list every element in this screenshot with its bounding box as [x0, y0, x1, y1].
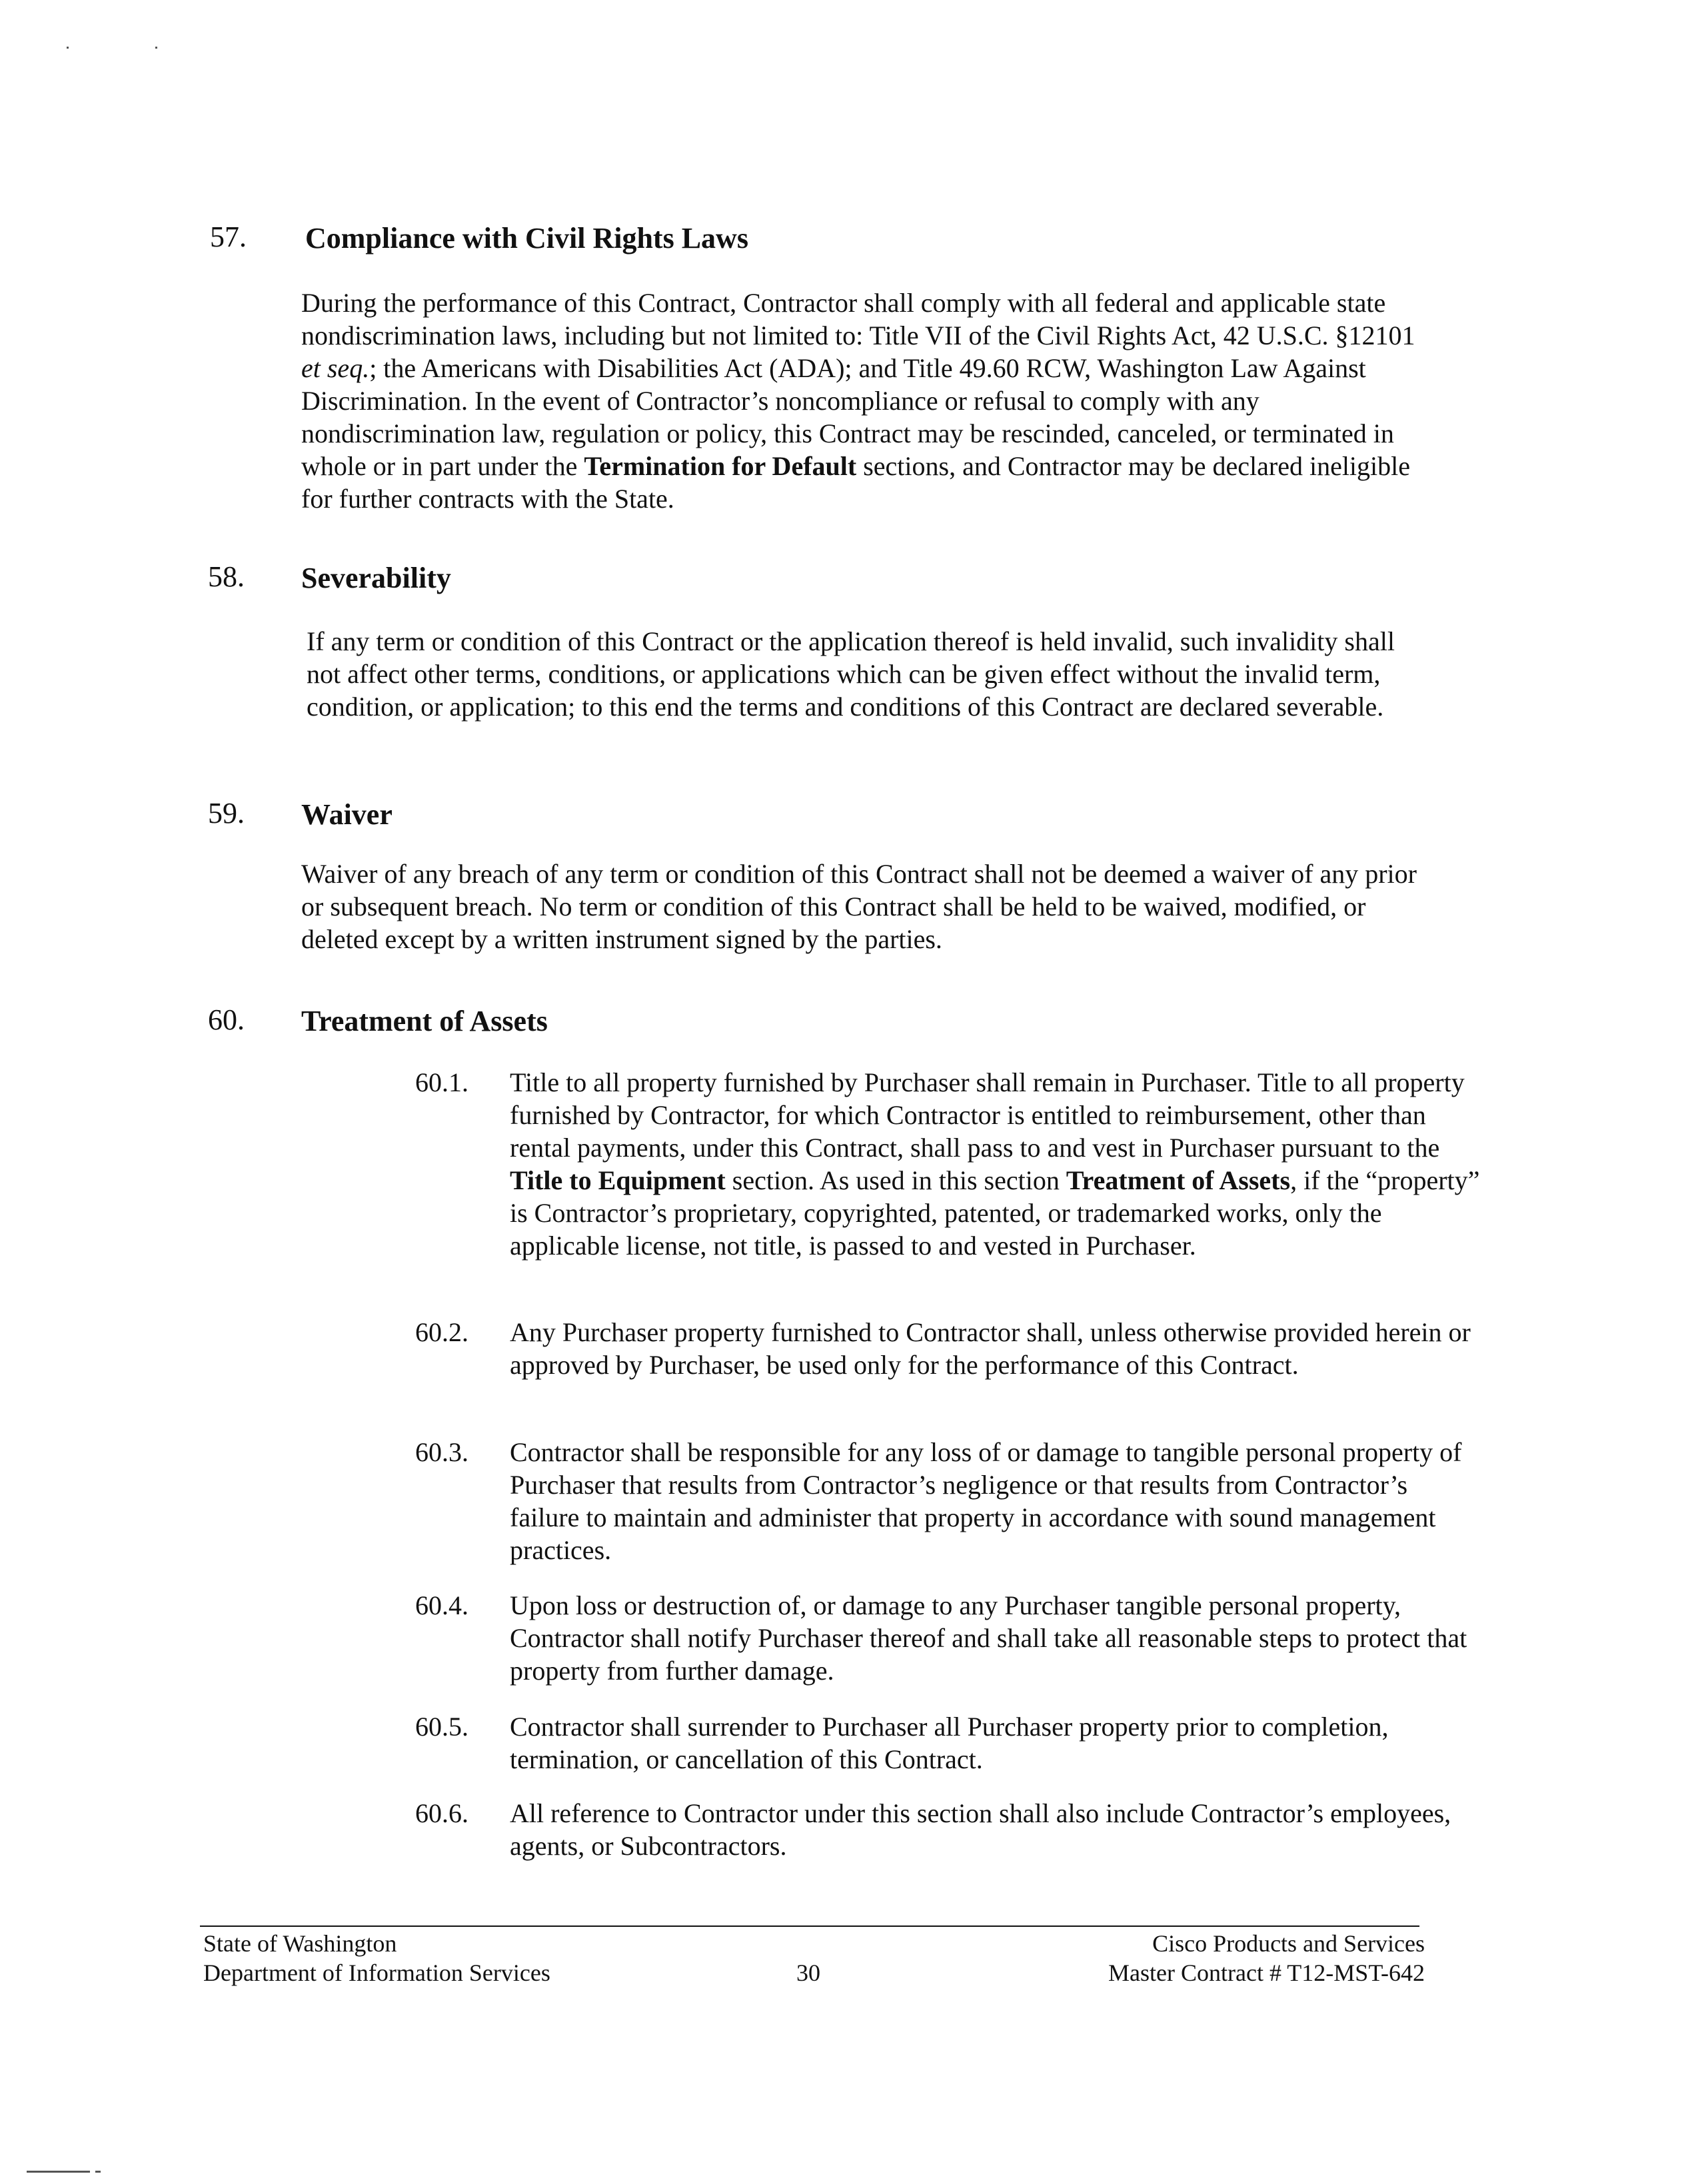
footer-contract-number: Master Contract # T12-MST-642	[1108, 1959, 1425, 1986]
item-60-2-text: Any Purchaser property furnished to Contractor shall, unless otherwise provided herein or approved by Purchaser, be used only for the performance of this Contract.	[510, 1317, 1471, 1380]
section-57-body	[301, 286, 1421, 515]
footer-right	[1108, 1929, 1425, 1987]
item-60-4-number: 60.4.	[415, 1590, 468, 1620]
section-57-bold: Termination for Default	[584, 451, 857, 481]
item-60-1-text-a: Title to all property furnished by Purchaser shall remain in Purchaser. Title to all property furnished by Contractor, for which Contractor is entitled to reimbursement, other than rental payments, under this Contract, shall pass to and vest in Purchaser pursuant to the	[510, 1067, 1465, 1163]
item-60-4-text: Upon loss or destruction of, or damage to any Purchaser tangible personal property, Contractor shall notify Purchaser thereof and shall take all reasonable steps to protect that property from further damage.	[510, 1590, 1467, 1686]
item-60-3-text: Contractor shall be responsible for any loss of or damage to tangible personal property of Purchaser that results from Contractor’s negligence or that results from Contractor’s failure to maintain and administer that property in accordance with sound management practices.	[510, 1437, 1462, 1565]
item-60-1-text-c: section. As used in this section	[725, 1165, 1066, 1195]
section-60-number: 60.	[208, 1003, 245, 1036]
section-57-number: 57.	[210, 221, 247, 253]
scan-speck	[155, 47, 157, 49]
section-60-title: Treatment of Assets	[301, 1005, 548, 1037]
page-number: 30	[796, 1959, 820, 1986]
section-57-italic: et seq.	[301, 353, 370, 383]
footer-left	[203, 1929, 550, 1987]
scan-speck	[67, 47, 69, 49]
scan-line	[27, 2171, 90, 2173]
section-57-text-3: sections, and Contractor may be declared ineligible for further contracts with the State.	[301, 451, 1411, 514]
item-60-5-number: 60.5.	[415, 1712, 468, 1742]
item-60-5-text: Contractor shall surrender to Purchaser all Purchaser property prior to completion, termination, or cancellation of this Contract.	[510, 1712, 1389, 1774]
section-58-number: 58.	[208, 560, 245, 593]
item-60-3-number: 60.3.	[415, 1437, 468, 1467]
item-60-1-number: 60.1.	[415, 1067, 468, 1097]
item-60-1-text-d: , if the “property” is Contractor’s proprietary, copyrighted, patented, or trademarked works, only the applicable license, not title, is passed to and vested in Purchaser.	[510, 1165, 1480, 1261]
section-59-title: Waiver	[301, 798, 393, 831]
footer-divider	[200, 1925, 1419, 1927]
footer-state: State of Washington	[203, 1930, 397, 1957]
section-58-title: Severability	[301, 562, 451, 594]
item-60-6-text: All reference to Contractor under this section shall also include Contractor’s employees, agents, or Subcontractors.	[510, 1798, 1451, 1861]
section-57-title: Compliance with Civil Rights Laws	[305, 222, 748, 255]
section-58-body: If any term or condition of this Contract or the application thereof is held invalid, such invalidity shall not affect other terms, conditions, or applications which can be given effect without the invalid term, condition, or application; to this end the terms and conditions of this Contract are declared severable.	[307, 626, 1395, 722]
footer-department: Department of Information Services	[203, 1959, 550, 1986]
item-60-1-bold-2: Treatment of Assets	[1066, 1165, 1291, 1195]
section-59-body: Waiver of any breach of any term or condition of this Contract shall not be deemed a waiver of any prior or subsequent breach. No term or condition of this Contract shall be held to be waived, modified, or deleted except by a written instrument signed by the parties.	[301, 859, 1417, 954]
section-59-number: 59.	[208, 797, 245, 829]
item-60-1-bold-1: Title to Equipment	[510, 1165, 726, 1195]
item-60-1-text	[510, 1066, 1483, 1262]
section-57-text-2: ; the Americans with Disabilities Act (ADA); and Title 49.60 RCW, Washington Law Against Discrimination. In the event of Contractor’s noncompliance or refusal to comply with any nondiscrimination law, regulation or policy, this Contract may be rescinded, canceled, or terminated in whole or in part under the	[301, 353, 1394, 481]
item-60-6-number: 60.6.	[415, 1798, 468, 1828]
scan-speck	[95, 2171, 101, 2173]
item-60-2-number: 60.2.	[415, 1317, 468, 1347]
section-57-text-1: During the performance of this Contract, Contractor shall comply with all federal and applicable state nondiscrimination laws, including but not limited to: Title VII of the Civil Rights Act, 42 U.S.C. §12101	[301, 288, 1415, 350]
footer-product: Cisco Products and Services	[1152, 1930, 1425, 1957]
